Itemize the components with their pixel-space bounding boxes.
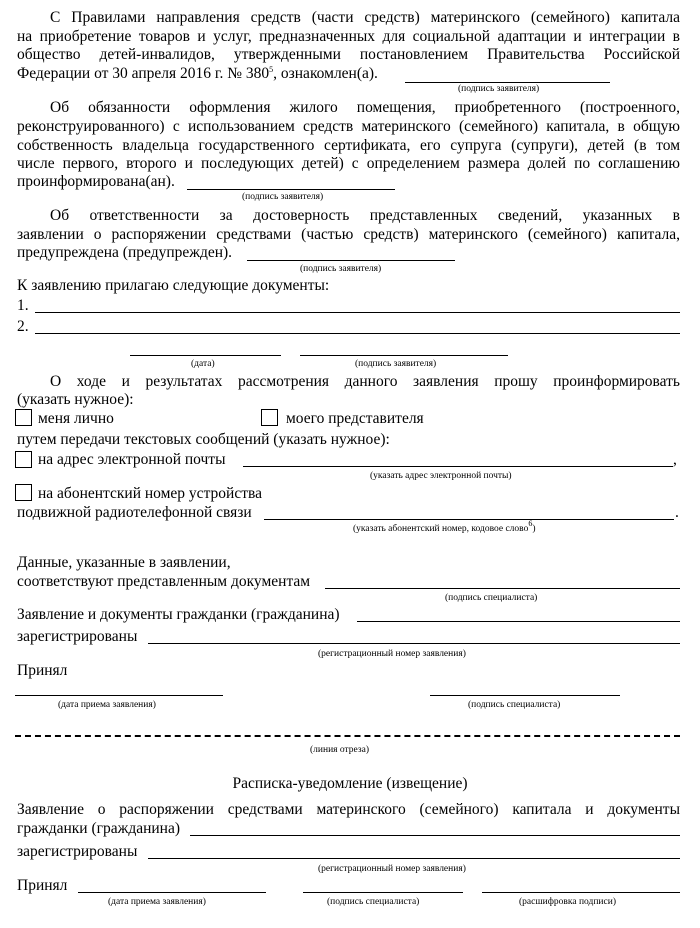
para3-line2: заявлении о распоряжении средствами (частью средств) материнского (семейного) капитала, bbox=[17, 226, 680, 243]
option-phone-label-2: подвижной радиотелефонной связи bbox=[17, 504, 252, 521]
para3-signature-line[interactable] bbox=[247, 260, 455, 261]
checkbox-representative[interactable] bbox=[261, 409, 278, 426]
phone-period: . bbox=[675, 504, 679, 521]
phone-number-line[interactable] bbox=[264, 519, 674, 520]
receipt-applicant-line[interactable] bbox=[190, 835, 680, 836]
document-item-1-number: 1. bbox=[17, 297, 29, 314]
specialist-line2: соответствуют представленным документам bbox=[17, 573, 311, 590]
document-item-1-line[interactable] bbox=[35, 312, 680, 313]
checkbox-email[interactable] bbox=[15, 451, 32, 468]
documents-date-line[interactable] bbox=[130, 355, 281, 356]
notify-line1: О ходе и результатах рассмотрения данного заявления прошу проинформировать bbox=[50, 373, 680, 390]
para2-line3: собственность владельца государственного сертификата, его супруга (супруги), детей (в том bbox=[17, 137, 680, 154]
registered-line2: зарегистрированы bbox=[17, 628, 138, 645]
document-item-2-line[interactable] bbox=[35, 333, 680, 334]
sms-intro: путем передачи текстовых сообщений (указать нужное): bbox=[17, 431, 390, 448]
para2-line1: Об обязанности оформления жилого помещения, приобретенного (построенного, bbox=[50, 99, 680, 116]
phone-caption-text: (указать абонентский номер, кодовое слово bbox=[353, 524, 529, 534]
option-personally-label: меня лично bbox=[38, 410, 114, 427]
documents-intro: К заявлению прилагаю следующие документы: bbox=[17, 277, 330, 294]
email-address-line[interactable] bbox=[243, 466, 673, 467]
checkbox-phone[interactable] bbox=[15, 484, 32, 501]
para1-line1: С Правилами направления средств (части средств) материнского (семейного) капитала bbox=[50, 9, 680, 26]
para2-signature-line[interactable] bbox=[187, 189, 395, 190]
acceptance-signature-caption: (подпись специалиста) bbox=[468, 700, 561, 710]
para3-line1: Об ответственности за достоверность представленных сведений, указанных в bbox=[50, 207, 680, 224]
documents-signature-line[interactable] bbox=[300, 355, 508, 356]
para1-line4 bbox=[17, 65, 378, 83]
footnote-6: 6 bbox=[528, 519, 533, 528]
para2-line4: числе первого, второго и последующих детей) с определением размера долей по соглашению bbox=[17, 155, 680, 172]
documents-date-caption: (дата) bbox=[191, 359, 215, 369]
receipt-registered: зарегистрированы bbox=[17, 843, 138, 860]
documents-signature-caption: (подпись заявителя) bbox=[355, 359, 437, 369]
receipt-date-caption: (дата приема заявления) bbox=[108, 897, 206, 907]
email-comma: , bbox=[673, 451, 677, 468]
receipt-signature-caption: (подпись специалиста) bbox=[327, 897, 420, 907]
receipt-decode-caption: (расшифровка подписи) bbox=[519, 897, 616, 907]
registered-applicant-line[interactable] bbox=[357, 621, 680, 622]
para2-signature-caption: (подпись заявителя) bbox=[242, 192, 324, 202]
acceptance-date-caption: (дата приема заявления) bbox=[58, 700, 156, 710]
phone-caption bbox=[353, 519, 536, 535]
receipt-line2: гражданки (гражданина) bbox=[17, 820, 181, 837]
para1-line4-tail: , ознакомлен(а). bbox=[273, 65, 378, 82]
para1-line3: общество детей-инвалидов, утвержденными постановлением Правительства Российской bbox=[17, 46, 680, 63]
para1-signature-line[interactable] bbox=[405, 82, 610, 83]
receipt-title: Расписка-уведомление (извещение) bbox=[232, 775, 468, 792]
acceptance-date-line[interactable] bbox=[15, 695, 223, 696]
checkbox-personally[interactable] bbox=[15, 409, 32, 426]
accepted-label: Принял bbox=[17, 662, 68, 679]
receipt-line1: Заявление о распоряжении средствами материнского (семейного) капитала и документы bbox=[17, 801, 680, 818]
phone-caption-tail: ) bbox=[532, 524, 536, 534]
option-phone-label-1: на абонентский номер устройства bbox=[38, 485, 262, 502]
document-item-2-number: 2. bbox=[17, 318, 29, 335]
receipt-registration-caption: (регистрационный номер заявления) bbox=[318, 864, 466, 874]
notify-line2: (указать нужное): bbox=[17, 391, 134, 408]
para2-line5: проинформирована(ан). bbox=[17, 173, 175, 190]
para1-line4-text: Федерации от 30 апреля 2016 г. № 380 bbox=[17, 65, 270, 82]
registered-line1: Заявление и документы гражданки (гражданина) bbox=[17, 606, 340, 623]
specialist-signature-line[interactable] bbox=[325, 588, 680, 589]
cut-line-caption: (линия отреза) bbox=[310, 745, 370, 755]
option-email-label: на адрес электронной почты bbox=[38, 451, 226, 468]
registration-number-line[interactable] bbox=[148, 643, 680, 644]
registration-number-caption: (регистрационный номер заявления) bbox=[318, 649, 466, 659]
receipt-decode-line[interactable] bbox=[482, 892, 680, 893]
receipt-date-line[interactable] bbox=[78, 892, 266, 893]
specialist-signature-caption: (подпись специалиста) bbox=[445, 593, 538, 603]
receipt-registration-line[interactable] bbox=[148, 858, 680, 859]
para1-signature-caption: (подпись заявителя) bbox=[458, 84, 540, 94]
receipt-accepted-label: Принял bbox=[17, 877, 68, 894]
para3-line3: предупреждена (предупрежден). bbox=[17, 244, 233, 261]
para3-signature-caption: (подпись заявителя) bbox=[300, 264, 382, 274]
para2-line2: реконструированного) с использованием средств материнского (семейного) капитала, в общую bbox=[17, 118, 680, 135]
para1-line2: на приобретение товаров и услуг, предназначенных для социальной адаптации и интеграции в bbox=[17, 28, 680, 45]
receipt-signature-line[interactable] bbox=[303, 892, 463, 893]
acceptance-signature-line[interactable] bbox=[430, 695, 620, 696]
cut-line bbox=[15, 735, 680, 737]
option-representative-label: моего представителя bbox=[286, 410, 424, 427]
email-caption: (указать адрес электронной почты) bbox=[370, 471, 512, 481]
footnote-5: 5 bbox=[269, 65, 274, 74]
specialist-line1: Данные, указанные в заявлении, bbox=[17, 554, 231, 571]
